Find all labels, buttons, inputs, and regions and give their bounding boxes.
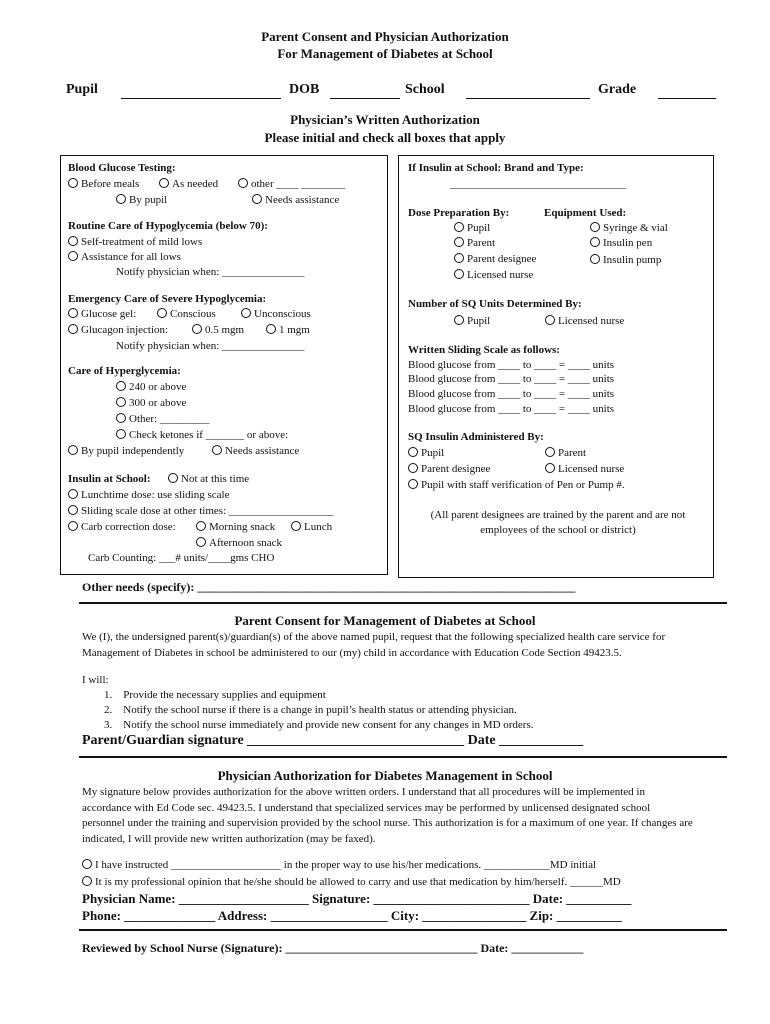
radio-icon[interactable] — [196, 521, 206, 531]
physician-phone-line[interactable]: Phone: ______________ Address: __________________ City: ________________ Zip: __________ — [82, 908, 622, 923]
radio-icon[interactable] — [590, 254, 600, 264]
designee-note: (All parent designees are trained by the parent and are not employees of the school or district) — [430, 509, 686, 536]
radio-icon[interactable] — [192, 324, 202, 334]
dose-parent[interactable]: Parent — [454, 237, 495, 249]
bg-title: Blood Glucose Testing: — [68, 162, 176, 174]
page-subtitle: For Management of Diabetes at School — [277, 46, 493, 61]
hyper-240[interactable]: 240 or above — [116, 381, 186, 393]
nurse-review-line[interactable]: Reviewed by School Nurse (Signature): ________________________________ Date: ____________ — [82, 941, 584, 955]
radio-icon[interactable] — [454, 269, 464, 279]
units-nurse[interactable]: Licensed nurse — [545, 315, 624, 327]
radio-icon[interactable] — [545, 463, 555, 473]
radio-icon[interactable] — [159, 178, 169, 188]
admin-pupil[interactable]: Pupil — [408, 447, 444, 459]
grade-field[interactable] — [658, 86, 716, 99]
emerg-glucagon[interactable]: Glucagon injection: — [68, 324, 168, 336]
radio-icon[interactable] — [590, 222, 600, 232]
emerg-notify[interactable]: Notify physician when: _______________ — [116, 340, 305, 352]
radio-icon[interactable] — [68, 505, 78, 515]
admin-designee[interactable]: Parent designee — [408, 463, 490, 475]
page-title: Parent Consent and Physician Authorization — [261, 29, 509, 44]
section-title: Physician’s Written Authorization — [290, 112, 480, 127]
scale-row[interactable]: Blood glucose from ____ to ____ = ____ units — [408, 403, 615, 415]
radio-icon[interactable] — [454, 237, 464, 247]
hyper-ketones[interactable]: Check ketones if _______ or above: — [116, 429, 288, 441]
admin-parent[interactable]: Parent — [545, 447, 586, 459]
radio-icon[interactable] — [68, 324, 78, 334]
units-pupil[interactable]: Pupil — [454, 315, 490, 327]
hypo-notify[interactable]: Notify physician when: _______________ — [116, 266, 305, 278]
radio-icon[interactable] — [545, 447, 555, 457]
radio-icon[interactable] — [408, 447, 418, 457]
parent-consent-title: Parent Consent for Management of Diabetes at School — [234, 613, 536, 628]
radio-icon[interactable] — [82, 859, 92, 869]
eq-pen[interactable]: Insulin pen — [590, 237, 652, 249]
bg-before-meals[interactable]: Before meals — [68, 178, 139, 190]
radio-icon[interactable] — [68, 521, 78, 531]
consent-item: 2. Notify the school nurse if there is a change in pupil’s health status or attending physician. — [104, 704, 517, 716]
radio-icon[interactable] — [241, 308, 251, 318]
bg-needs-assistance[interactable]: Needs assistance — [252, 194, 339, 206]
other-needs[interactable]: Other needs (specify): _______________________________________________________________ — [82, 580, 576, 594]
radio-icon[interactable] — [454, 253, 464, 263]
radio-icon[interactable] — [68, 445, 78, 455]
radio-icon[interactable] — [408, 479, 418, 489]
radio-icon[interactable] — [116, 194, 126, 204]
radio-icon[interactable] — [545, 315, 555, 325]
ins-carb-correction[interactable]: Carb correction dose: — [68, 521, 176, 533]
radio-icon[interactable] — [168, 473, 178, 483]
dose-title: Dose Preparation By: — [408, 207, 510, 219]
hypo-title: Routine Care of Hypoglycemia (below 70): — [68, 220, 268, 232]
emerg-glucose[interactable]: Glucose gel: — [68, 308, 136, 320]
radio-icon[interactable] — [212, 445, 222, 455]
instructed-line[interactable]: I have instructed ____________________ in the proper way to use his/her medications. ____________MD initial — [82, 859, 596, 871]
radio-icon[interactable] — [116, 429, 126, 439]
physician-auth-body: My signature below provides authorization for the above written orders. I understand that all procedures will be implemented in accordance with Ed Code sec. 49423.5. I understand that specialized services may be performed by unlicensed designated school personnel under the training and supervision provided by the school nurse. This authorization is for a maximum of one year. If changes are indicated, I will provide new written authorization (may be faxed). — [82, 786, 693, 845]
radio-icon[interactable] — [68, 489, 78, 499]
dose-pupil[interactable]: Pupil — [454, 222, 490, 234]
scale-row[interactable]: Blood glucose from ____ to ____ = ____ units — [408, 373, 615, 385]
consent-item: 3. Notify the school nurse immediately and provide new consent for any changes in MD orders. — [104, 719, 534, 731]
opinion-line[interactable]: It is my professional opinion that he/she should be allowed to carry and use that medication by him/herself. ______MD — [82, 876, 621, 888]
hyper-300[interactable]: 300 or above — [116, 397, 186, 409]
hyper-needs-assistance[interactable]: Needs assistance — [212, 445, 299, 457]
radio-icon[interactable] — [196, 537, 206, 547]
dob-label: DOB — [289, 82, 320, 97]
ins-lunch[interactable]: Lunch — [291, 521, 332, 533]
divider — [79, 756, 727, 758]
dose-designee[interactable]: Parent designee — [454, 253, 536, 265]
units-title: Number of SQ Units Determined By: — [408, 298, 582, 310]
parent-signature-line[interactable]: Parent/Guardian signature _______________________________ Date ____________ — [82, 733, 584, 748]
hypo-self[interactable]: Self-treatment of mild lows — [68, 236, 202, 248]
radio-icon[interactable] — [116, 381, 126, 391]
hypo-assist[interactable]: Assistance for all lows — [68, 251, 181, 263]
scale-row[interactable]: Blood glucose from ____ to ____ = ____ units — [408, 388, 615, 400]
hyper-other[interactable]: Other: _________ — [116, 413, 209, 425]
parent-consent-body: We (I), the undersigned parent(s)/guardian(s) of the above named pupil, request that the following specialized health care service for Management of Diabetes in school be administered to our (my) child in accordance with Education Code Section 49423.5. — [82, 631, 666, 659]
physician-name-line[interactable]: Physician Name: ____________________ Signature: ________________________ Date: __________ — [82, 891, 632, 906]
i-will-label: I will: — [82, 674, 109, 686]
eq-syringe[interactable]: Syringe & vial — [590, 222, 668, 234]
scale-row[interactable]: Blood glucose from ____ to ____ = ____ units — [408, 359, 615, 371]
ins-sliding[interactable]: Sliding scale dose at other times: ___________________ — [68, 505, 333, 517]
divider — [79, 929, 727, 931]
bg-other[interactable]: other ____ ________ — [238, 178, 345, 190]
radio-icon[interactable] — [68, 236, 78, 246]
pupil-label: Pupil — [66, 82, 98, 97]
ins-not-now[interactable]: Not at this time — [168, 473, 249, 485]
hyper-title: Care of Hyperglycemia: — [68, 365, 181, 377]
school-label: School — [405, 82, 445, 97]
radio-icon[interactable] — [157, 308, 167, 318]
brand-field[interactable]: ________________________________ — [450, 178, 626, 190]
radio-icon[interactable] — [116, 397, 126, 407]
admin-nurse[interactable]: Licensed nurse — [545, 463, 624, 475]
emerg-1mgm[interactable]: 1 mgm — [266, 324, 310, 336]
dose-nurse[interactable]: Licensed nurse — [454, 269, 533, 281]
radio-icon[interactable] — [238, 178, 248, 188]
emerg-title: Emergency Care of Severe Hypoglycemia: — [68, 293, 267, 305]
pupil-field[interactable] — [121, 86, 281, 99]
school-field[interactable] — [466, 86, 590, 99]
radio-icon[interactable] — [68, 178, 78, 188]
physician-auth-title: Physician Authorization for Diabetes Management in School — [217, 768, 553, 783]
radio-icon[interactable] — [68, 308, 78, 318]
eq-pump[interactable]: Insulin pump — [590, 254, 661, 266]
ins-lunchtime[interactable]: Lunchtime dose: use sliding scale — [68, 489, 229, 501]
admin-title: SQ Insulin Administered By: — [408, 431, 544, 443]
equip-title: Equipment Used: — [544, 207, 627, 219]
consent-item: 1. Provide the necessary supplies and equipment — [104, 689, 326, 701]
bg-as-needed[interactable]: As needed — [159, 178, 218, 190]
admin-staff-verify[interactable]: Pupil with staff verification of Pen or Pump #. — [408, 479, 625, 491]
emerg-05mgm[interactable]: 0.5 mgm — [192, 324, 244, 336]
ins-title: Insulin at School: — [68, 473, 151, 485]
ins-afternoon-snack[interactable]: Afternoon snack — [196, 537, 282, 549]
divider — [79, 602, 727, 604]
emerg-unconscious[interactable]: Unconscious — [241, 308, 311, 320]
scale-title: Written Sliding Scale as follows: — [408, 344, 560, 356]
radio-icon[interactable] — [252, 194, 262, 204]
radio-icon[interactable] — [82, 876, 92, 886]
radio-icon[interactable] — [590, 237, 600, 247]
grade-label: Grade — [598, 82, 637, 97]
radio-icon[interactable] — [408, 463, 418, 473]
radio-icon[interactable] — [291, 521, 301, 531]
ins-carb-counting[interactable]: Carb Counting: ___# units/____gms CHO — [88, 552, 275, 564]
dob-field[interactable] — [330, 86, 400, 99]
radio-icon[interactable] — [454, 315, 464, 325]
bg-by-pupil[interactable]: By pupil — [116, 194, 167, 206]
hyper-by-pupil[interactable]: By pupil independently — [68, 445, 184, 457]
ins-morning-snack[interactable]: Morning snack — [196, 521, 275, 533]
radio-icon[interactable] — [116, 413, 126, 423]
brand-title: If Insulin at School: Brand and Type: — [408, 162, 584, 174]
radio-icon[interactable] — [454, 222, 464, 232]
emerg-conscious[interactable]: Conscious — [157, 308, 216, 320]
radio-icon[interactable] — [68, 251, 78, 261]
section-subtitle: Please initial and check all boxes that apply — [264, 130, 506, 145]
radio-icon[interactable] — [266, 324, 276, 334]
